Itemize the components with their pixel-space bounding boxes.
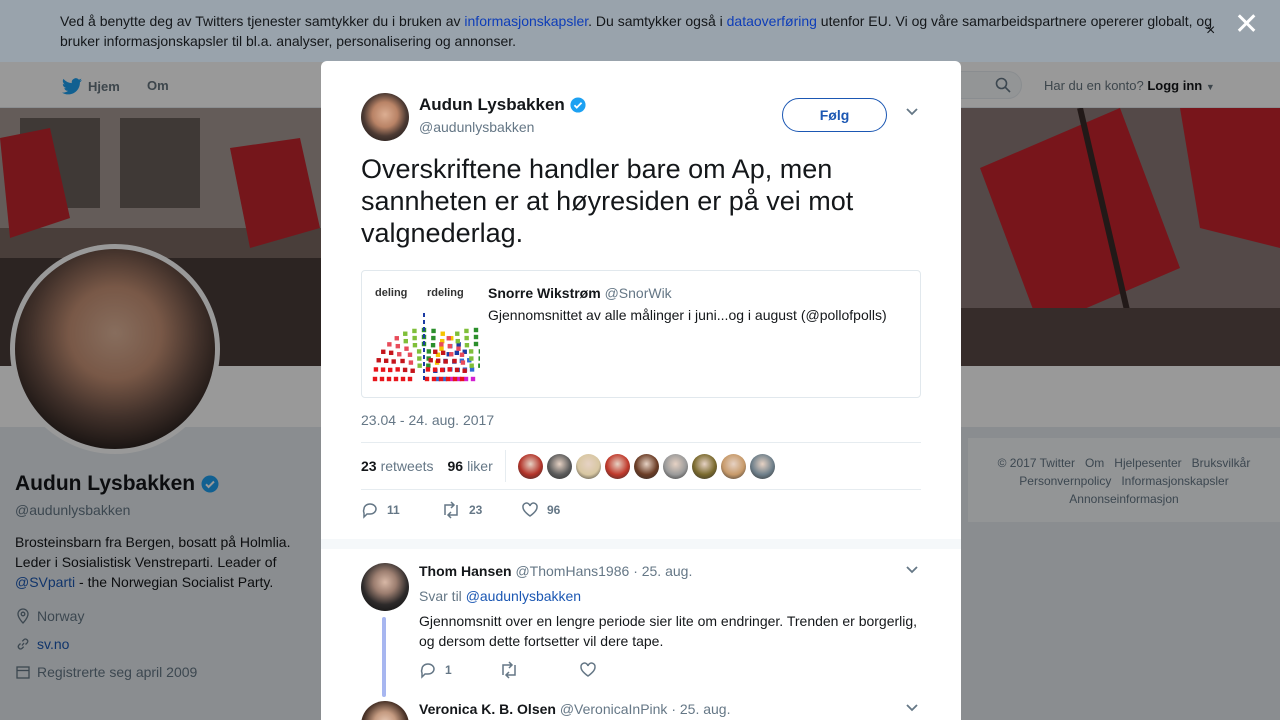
seat-mark: [377, 358, 381, 362]
footer-about-link[interactable]: Om: [1084, 456, 1105, 470]
reply-author-avatar[interactable]: [361, 701, 409, 720]
likes-stat-count: 96: [447, 458, 464, 474]
seat-mark: [452, 359, 456, 363]
seat-mark: [439, 377, 443, 381]
seat-mark: [441, 351, 445, 355]
nav-home-label: Hjem: [88, 79, 120, 94]
quoted-tweet[interactable]: [361, 270, 921, 398]
tweet-text: Overskriftene handler bare om Ap, men sannheten er at høyresiden er på vei mot valgnederlag.: [361, 154, 854, 248]
retweet-action[interactable]: [441, 501, 521, 519]
seat-mark: [410, 369, 414, 373]
website-link[interactable]: sv.no: [37, 636, 70, 652]
seat-mark: [400, 359, 404, 363]
tweet-author-name[interactable]: [419, 95, 586, 115]
retweets-stat-count: 23: [361, 458, 377, 474]
login-link[interactable]: Logg inn: [1147, 78, 1203, 93]
replies-divider: [321, 539, 961, 549]
seat-mark: [388, 368, 392, 372]
reply-text: Gjennomsnitt over en lengre periode sier lite om endringer. Trenden er borgerlig, og dersom dette fortsetter vil dere tape.: [419, 613, 918, 649]
chevron-down-icon[interactable]: [905, 703, 919, 713]
footer-privacy-link[interactable]: Personvernpolicy: [1019, 474, 1112, 488]
seat-mark: [387, 342, 391, 346]
seat-mark: [439, 342, 443, 346]
seat-mark: [431, 336, 435, 340]
seat-mark: [429, 358, 433, 362]
footer-help-link[interactable]: Hjelpesenter: [1114, 456, 1182, 470]
quoted-tweet-image[interactable]: [372, 281, 480, 386]
seat-mark: [380, 377, 384, 381]
seat-mark: [464, 329, 468, 333]
retweet-icon: [441, 501, 461, 519]
like-action[interactable]: [521, 501, 601, 519]
seat-mark: [455, 351, 459, 355]
reply-like-action[interactable]: [579, 661, 659, 679]
seat-mark: [456, 346, 460, 350]
seat-mark: [436, 359, 440, 363]
reply-date[interactable]: · 25. aug.: [671, 701, 731, 717]
seat-mark: [427, 349, 431, 353]
seat-mark: [433, 350, 437, 354]
quoted-tweet-text: Gjennomsnittet av alle målinger i juni...og i august (@pollofpolls): [488, 307, 887, 323]
seat-mark: [403, 332, 407, 336]
seat-mark: [469, 349, 473, 353]
liker-avatar[interactable]: [576, 454, 601, 479]
reply-author-handle[interactable]: @ThomHans1986: [515, 563, 630, 579]
reply-actions: [419, 661, 659, 679]
seat-mark: [404, 339, 408, 343]
like-count: 96: [547, 503, 561, 517]
seat-mark: [395, 367, 399, 371]
seat-mark: [391, 359, 395, 363]
reply-to-label: Svar til: [419, 588, 462, 604]
quoted-author-handle: @SnorWik: [604, 285, 672, 301]
footer-terms-link[interactable]: Bruksvilkår: [1191, 456, 1251, 470]
profile-name-text: Audun Lysbakken: [15, 472, 196, 495]
seat-mark: [404, 346, 408, 350]
seat-mark: [389, 351, 393, 355]
seat-mark: [408, 377, 412, 381]
likes-stat-label: liker: [467, 458, 493, 474]
seat-mark: [464, 336, 468, 340]
reply-author-name[interactable]: Veronica K. B. Olsen: [419, 701, 556, 717]
reply-count: 11: [387, 503, 400, 517]
seat-mark: [413, 343, 417, 347]
tweet-author-avatar[interactable]: [361, 93, 409, 141]
chevron-down-icon[interactable]: [905, 107, 919, 117]
likes-stat[interactable]: [448, 458, 493, 474]
retweet-icon: [499, 661, 519, 679]
seat-mark: [426, 363, 430, 367]
seat-mark: [469, 356, 473, 360]
seat-mark: [431, 329, 435, 333]
seat-mark: [453, 377, 457, 381]
seat-mark: [412, 329, 416, 333]
seat-mark: [448, 344, 452, 348]
tweet-date: 23.04 - 24. aug. 2017: [361, 412, 495, 428]
seat-mark: [460, 377, 464, 381]
nav-about-label: Om: [147, 78, 169, 93]
tweet-header: [361, 93, 586, 141]
reply-reply-count: 1: [445, 663, 452, 677]
tweet-author-name-text: Audun Lysbakken: [419, 95, 565, 114]
cookie-text-3: utenfor EU. Vi og våre samarbeidspartnere opererer globalt, og bruker informasjonskapsler til bl.a. analyser, personalisering og annonser.: [60, 13, 1212, 49]
quoted-author: [488, 285, 887, 301]
reply-icon: [419, 661, 437, 679]
verified-badge-icon: [570, 97, 586, 113]
footer-ads-link[interactable]: Annonseinformasjon: [1069, 492, 1179, 506]
follow-button[interactable]: Følg: [782, 98, 887, 132]
seat-mark: [417, 356, 421, 360]
seat-mark: [440, 368, 444, 372]
seat-mark: [417, 363, 421, 367]
seat-mark: [471, 377, 475, 381]
tweet-actions: [361, 501, 601, 519]
bio-text-2: - the Norwegian Socialist Party.: [75, 574, 274, 590]
seat-mark: [374, 367, 378, 371]
seat-mark: [417, 349, 421, 353]
seat-mark: [387, 377, 391, 381]
seat-mark: [469, 363, 473, 367]
tweet-stats: [361, 442, 921, 490]
seat-mark: [441, 332, 445, 336]
cookie-text: [0, 0, 1280, 62]
seat-mark: [431, 343, 435, 347]
seat-mark: [426, 367, 430, 371]
liker-avatar[interactable]: [605, 454, 630, 479]
liker-avatar[interactable]: [692, 454, 717, 479]
cookie-banner: [0, 0, 1280, 62]
retweets-stat[interactable]: [361, 458, 434, 474]
stats-divider: [505, 450, 506, 482]
reply-author-avatar[interactable]: [361, 563, 409, 611]
cookie-text-2: . Du samtykker også i: [588, 13, 727, 29]
seat-mark: [447, 336, 451, 340]
seat-mark: [474, 328, 478, 332]
bio-mention-link[interactable]: @SVparti: [15, 574, 76, 590]
seat-mark: [403, 368, 407, 372]
seat-mark: [455, 332, 459, 336]
liker-avatar[interactable]: [663, 454, 688, 479]
reply-header: [419, 701, 730, 717]
liker-avatar[interactable]: [721, 454, 746, 479]
reply-reply-action[interactable]: [419, 661, 499, 679]
tweet-author-handle[interactable]: @audunlysbakken: [419, 119, 535, 135]
reply-to-line: [419, 588, 581, 604]
seat-mark: [462, 369, 466, 373]
reply-icon: [361, 501, 379, 519]
seat-mark: [373, 377, 377, 381]
cookie-close-icon[interactable]: ×: [1206, 22, 1216, 39]
seat-mark: [443, 359, 447, 363]
seat-mark: [425, 377, 429, 381]
seat-mark: [461, 360, 465, 364]
heart-icon: [521, 501, 539, 519]
reply-retweet-action[interactable]: [499, 661, 579, 679]
liker-avatar[interactable]: [634, 454, 659, 479]
seat-mark: [479, 349, 480, 353]
thread-line: [382, 617, 386, 697]
retweets-stat-label: retweets: [380, 458, 434, 474]
seat-mark: [432, 377, 436, 381]
liker-avatar[interactable]: [547, 454, 572, 479]
seat-mark: [381, 367, 385, 371]
retweet-count: 23: [469, 503, 483, 517]
seat-mark: [465, 343, 469, 347]
quote-image-label-1: deling: [375, 287, 408, 299]
seat-mark: [460, 353, 464, 357]
modal-close-icon[interactable]: ✕: [1234, 8, 1260, 41]
footer-cookies-link[interactable]: Informasjonskapsler: [1121, 474, 1229, 488]
liker-avatars: [518, 454, 775, 479]
seat-mark: [446, 377, 450, 381]
seat-mark: [394, 377, 398, 381]
seat-mark: [397, 352, 401, 356]
seat-mark: [447, 367, 451, 371]
reply-author-handle[interactable]: @VeronicaInPink: [559, 701, 668, 717]
profile-handle[interactable]: @audunlysbakken: [15, 502, 131, 518]
footer-copyright: © 2017 Twitter: [997, 456, 1075, 470]
cookie-link-data-transfer[interactable]: dataoverføring: [726, 13, 817, 29]
chevron-down-icon[interactable]: [905, 565, 919, 575]
seat-mark: [396, 344, 400, 348]
parliament-chart-graphic: [372, 313, 480, 383]
seat-mark: [395, 336, 399, 340]
reply-action[interactable]: [361, 501, 441, 519]
liker-avatar[interactable]: [750, 454, 775, 479]
seat-mark: [478, 363, 480, 367]
seat-mark: [381, 350, 385, 354]
seat-mark: [401, 377, 405, 381]
tweet-modal: [321, 61, 961, 720]
reply-author-name[interactable]: Thom Hansen: [419, 563, 512, 579]
seat-mark: [412, 336, 416, 340]
reply-tweet[interactable]: [361, 563, 921, 703]
joined-text: Registrerte seg april 2009: [37, 664, 198, 680]
seat-mark: [474, 335, 478, 339]
reply-tweet[interactable]: [361, 701, 921, 720]
quote-image-label-2: rdeling: [427, 287, 464, 299]
reply-to-link[interactable]: @audunlysbakken: [465, 588, 582, 604]
cookie-link-cookies[interactable]: informasjonskapsler: [464, 13, 589, 29]
account-question: Har du en konto?: [1044, 78, 1144, 93]
seat-mark: [408, 353, 412, 357]
seat-mark: [478, 356, 480, 360]
location-text: Norway: [37, 608, 85, 624]
reply-header: [419, 563, 692, 579]
cookie-text-1: Ved å benytte deg av Twitters tjenester samtykker du i bruken av: [60, 13, 465, 29]
chevron-down-icon[interactable]: ▼: [1205, 82, 1215, 92]
seat-mark: [464, 377, 468, 381]
seat-mark: [456, 339, 460, 343]
seat-mark: [433, 367, 437, 371]
quoted-tweet-body: [488, 285, 887, 323]
reply-date[interactable]: · 25. aug.: [633, 563, 693, 579]
seat-mark: [470, 367, 474, 371]
seat-mark: [409, 360, 413, 364]
seat-mark: [449, 352, 453, 356]
seat-mark: [474, 342, 478, 346]
bio-text-1: Brosteinsbarn fra Bergen, bosatt på Holmlia. Leder i Sosialistisk Venstreparti. Leader of: [15, 534, 291, 570]
seat-mark: [439, 346, 443, 350]
heart-icon: [579, 661, 597, 679]
quoted-author-name: Snorre Wikstrøm: [488, 285, 601, 301]
seat-mark: [384, 359, 388, 363]
seat-mark: [455, 368, 459, 372]
liker-avatar[interactable]: [518, 454, 543, 479]
